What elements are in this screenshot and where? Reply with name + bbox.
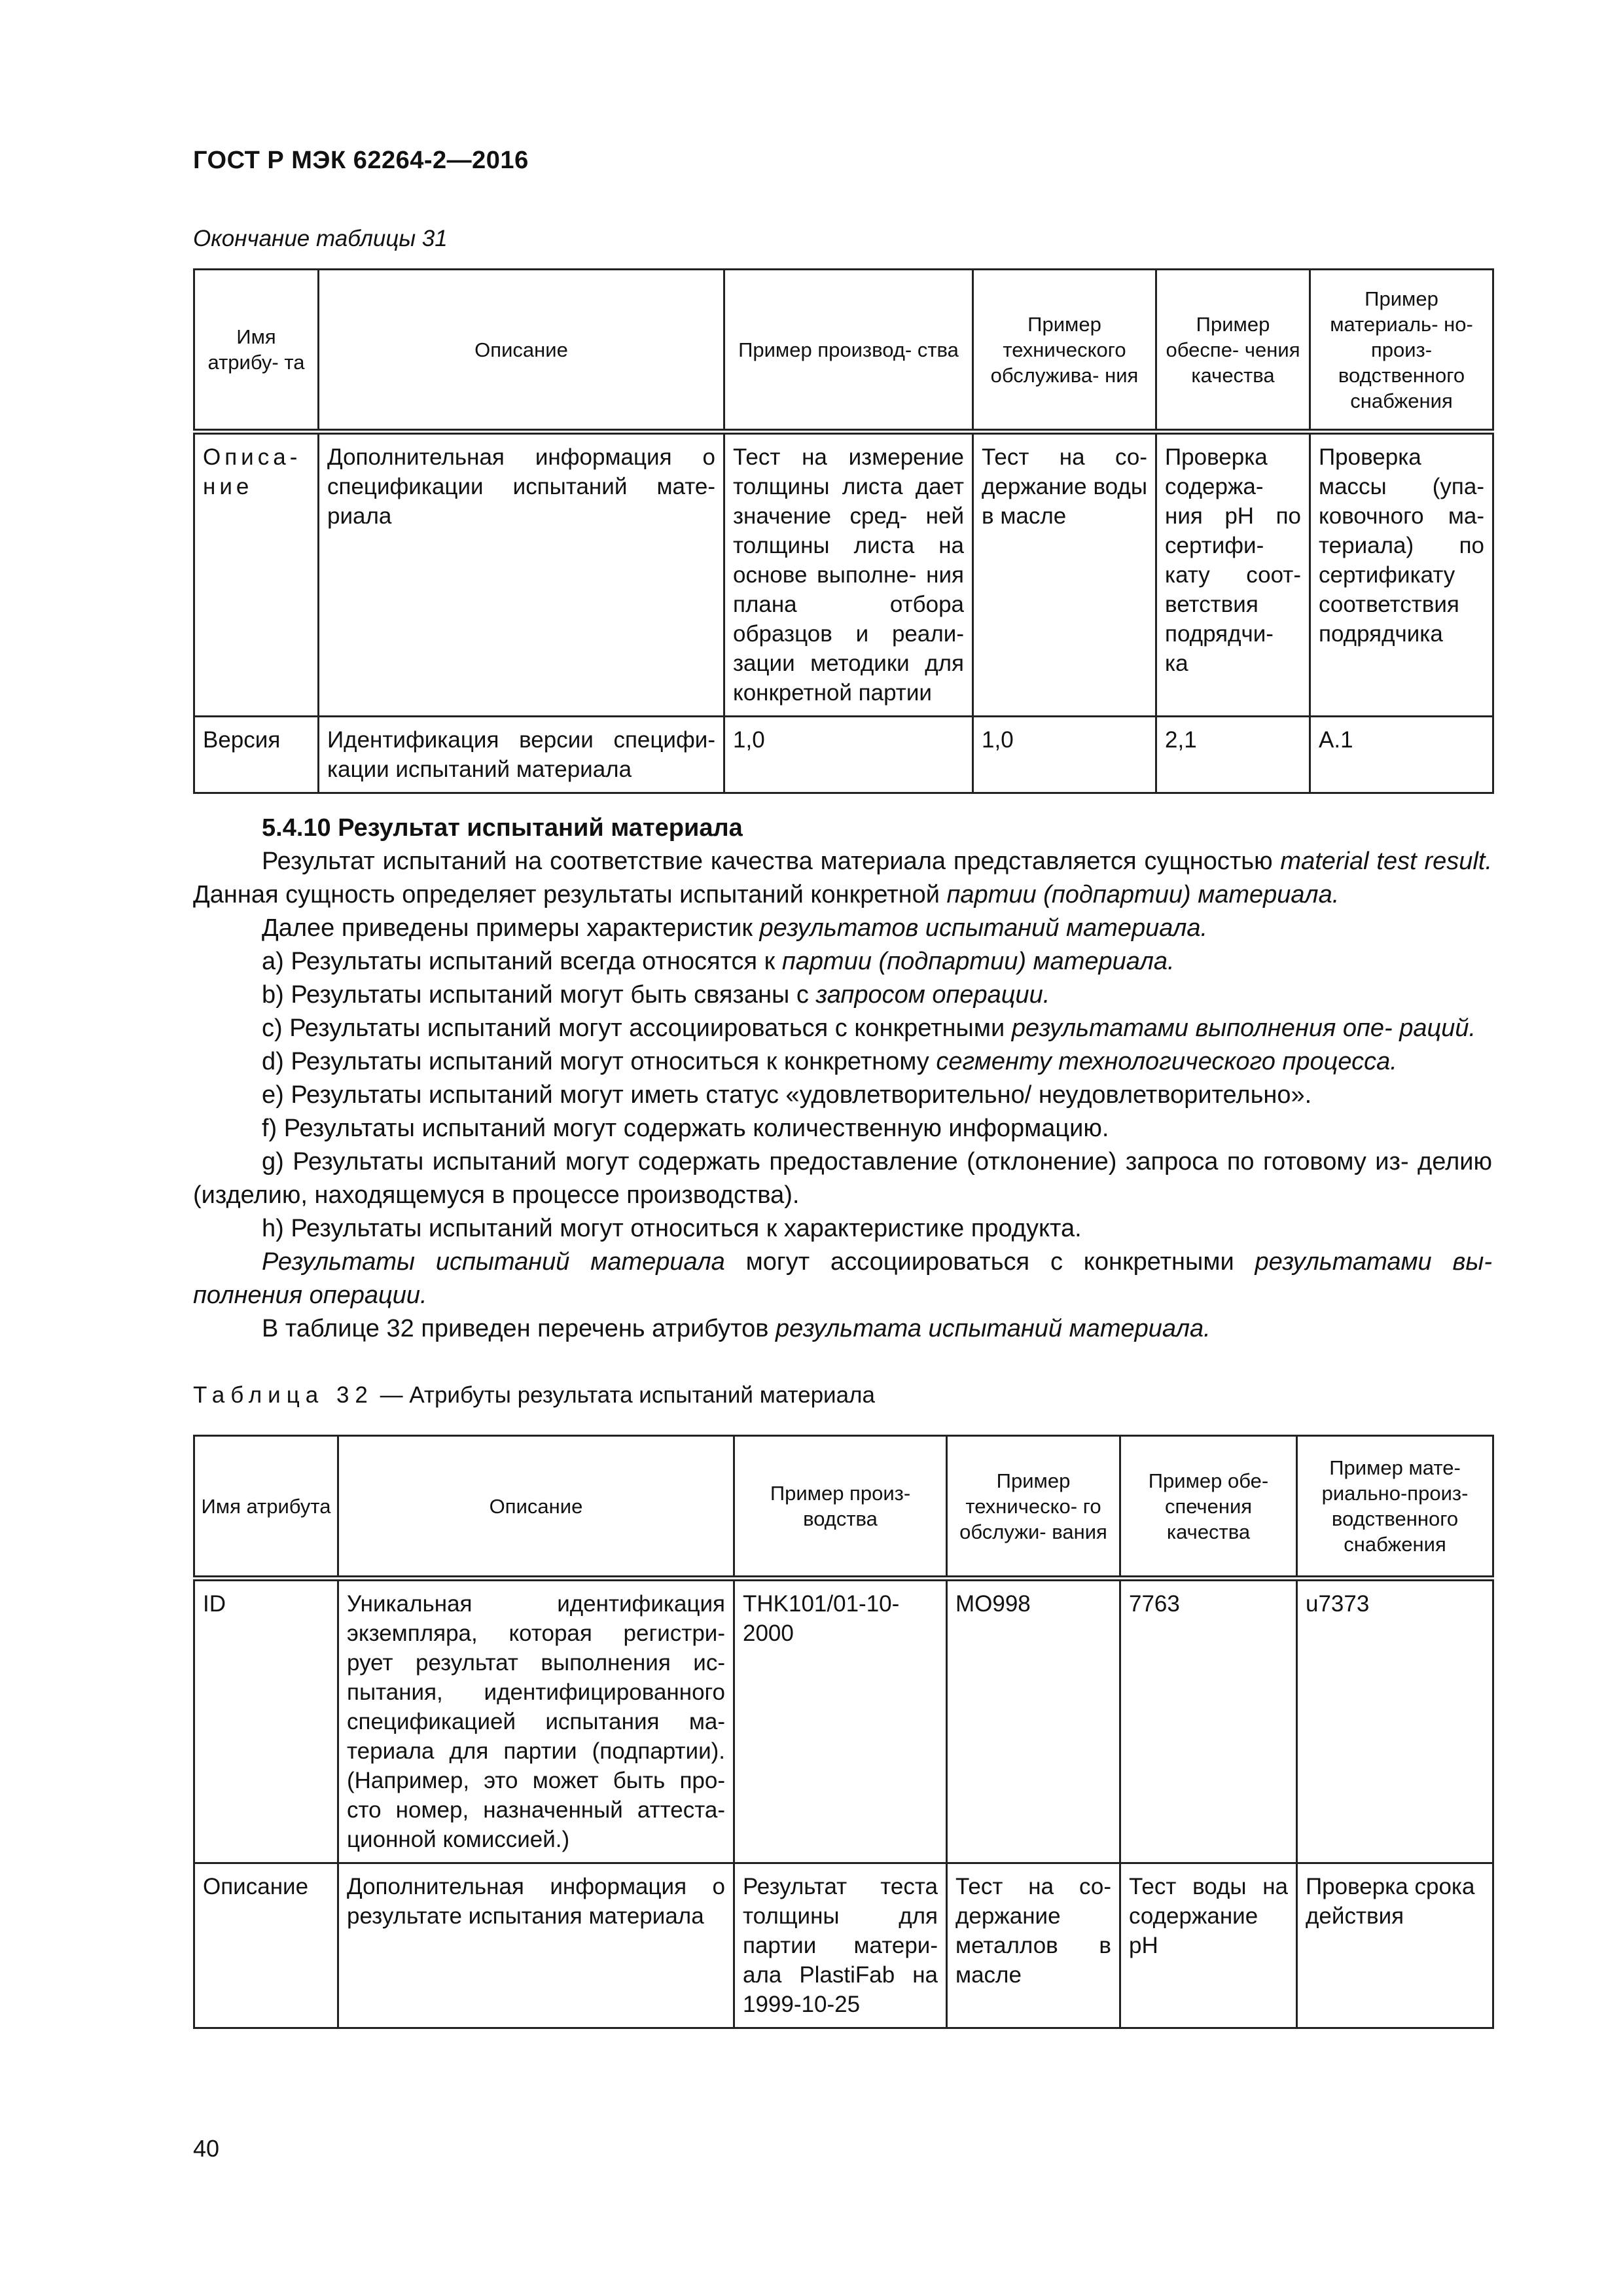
header-cell: Пример производ- ства (724, 270, 973, 432)
header-cell: Пример обе- спечения качества (1120, 1436, 1297, 1579)
table-cell: Описа- ние (194, 432, 319, 717)
header-cell: Пример произ- водства (734, 1436, 947, 1579)
header-cell: Описание (338, 1436, 734, 1579)
table-cell: Версия (194, 717, 319, 793)
paragraph: Результат испытаний на соответствие качества материала представляется сущностью material test result. Данная сущность определяет результаты испытаний конкретной партии (подпартии) материала. (193, 848, 1492, 908)
list-item: с) Результаты испытаний могут ассоциироваться с конкретными результатами выполнения опе- раций. (262, 1014, 1476, 1042)
table-cell: Результат теста толщины для партии матери- ала PlastiFab на 1999-10-25 (734, 1863, 947, 2028)
section-5-4-10 (193, 812, 1492, 1346)
header-cell: Пример технического обслужива- ния (973, 270, 1156, 432)
list-item: b) Результаты испытаний могут быть связаны с запросом операции. (262, 981, 1050, 1009)
list-item: g) Результаты испытаний могут содержать предоставление (отклонение) запроса по готовому из- делию (изделию, находящемуся в процессе производства). (193, 1148, 1492, 1209)
table-cell: ID (194, 1579, 338, 1863)
header-cell: Пример материаль- но-произ- водственного снабжения (1310, 270, 1493, 432)
header-cell: Описание (319, 270, 724, 432)
list-item: h) Результаты испытаний могут относиться к характеристике продукта. (262, 1215, 1082, 1242)
table-32 (193, 1435, 1494, 2029)
table-cell: Дополнительная информация о спецификации испытаний мате- риала (319, 432, 724, 717)
table-31 (193, 268, 1494, 794)
table-cell: Проверка срока действия (1297, 1863, 1493, 2028)
list-item: е) Результаты испытаний могут иметь статус «удовлетворительно/ неудовлетворительно». (262, 1081, 1312, 1109)
table-continuation-label: Окончание таблицы 31 (193, 226, 448, 251)
paragraph: Результаты испытаний материала могут ассоциироваться с конкретными результатами вы- полнения операции. (193, 1248, 1493, 1309)
table-header-row (194, 270, 1493, 432)
table-cell: 7763 (1120, 1579, 1297, 1863)
table-row (194, 1579, 1493, 1863)
table-cell: А.1 (1310, 717, 1493, 793)
table-cell: Уникальная идентификация экземпляра, которая регистри- рует результат выполнения ис- пытания, идентифицированного спецификацией испытания ма- териала для партии (подпартии). (Например, это может быть про- сто номер, назначенный аттеста- ционной комиссией.) (338, 1579, 734, 1863)
table-caption-text: — Атрибуты результата испытаний материала (380, 1382, 875, 1408)
table-cell: Описание (194, 1863, 338, 2028)
header-cell: Имя атрибу- та (194, 270, 319, 432)
standard-designation: ГОСТ Р МЭК 62264-2—2016 (193, 147, 529, 174)
header-cell: Пример обеспе- чения качества (1156, 270, 1310, 432)
table-row (194, 432, 1493, 717)
table-cell: Дополнительная информация о результате испытания материала (338, 1863, 734, 2028)
table-cell: Тест на измерение толщины листа дает значение сред- ней толщины листа на основе выполне- ния плана отбора образцов и реали- зации методики для конкретной партии (724, 432, 973, 717)
header-cell: Пример техническо- го обслужи- вания (947, 1436, 1120, 1579)
table-cell: Тест на со- держание воды в масле (973, 432, 1156, 717)
header-cell: Пример мате- риально-произ- водственного снабжения (1297, 1436, 1493, 1579)
list-item: а) Результаты испытаний всегда относятся к партии (подпартии) материала. (262, 948, 1175, 975)
table-cell: Тест воды на содержание pH (1120, 1863, 1297, 2028)
list-item: d) Результаты испытаний могут относиться к конкретному сегменту технологического процесса. (262, 1048, 1397, 1075)
table-cell: 1,0 (724, 717, 973, 793)
header-cell: Имя атрибута (194, 1436, 338, 1579)
page-number: 40 (193, 2135, 220, 2162)
table-row (194, 1863, 1493, 2028)
paragraph: Далее приведены примеры характеристик результатов испытаний материала. (262, 914, 1208, 942)
table-cell: 2,1 (1156, 717, 1310, 793)
table-caption (193, 1382, 875, 1408)
table-cell: 1,0 (973, 717, 1156, 793)
table-cell: Тест на со- держание металлов в масле (947, 1863, 1120, 2028)
table-cell: u7373 (1297, 1579, 1493, 1863)
table-header-row (194, 1436, 1493, 1579)
table-row (194, 717, 1493, 793)
table-cell: THK101/01-10- 2000 (734, 1579, 947, 1863)
table-cell: MO998 (947, 1579, 1120, 1863)
paragraph: В таблице 32 приведен перечень атрибутов результата испытаний материала. (262, 1315, 1211, 1342)
table-caption-label: Таблица 32 (193, 1382, 374, 1408)
section-heading: 5.4.10 Результат испытаний материала (262, 814, 743, 842)
table-cell: Идентификация версии специфи- кации испытаний материала (319, 717, 724, 793)
table-cell: Проверка массы (упа- ковочного ма- териала) по сертификату соответствия подрядчика (1310, 432, 1493, 717)
table-cell: Проверка содержа- ния pH по сертифи- кату соот- ветствия подрядчи- ка (1156, 432, 1310, 717)
list-item: f) Результаты испытаний могут содержать количественную информацию. (262, 1115, 1109, 1142)
